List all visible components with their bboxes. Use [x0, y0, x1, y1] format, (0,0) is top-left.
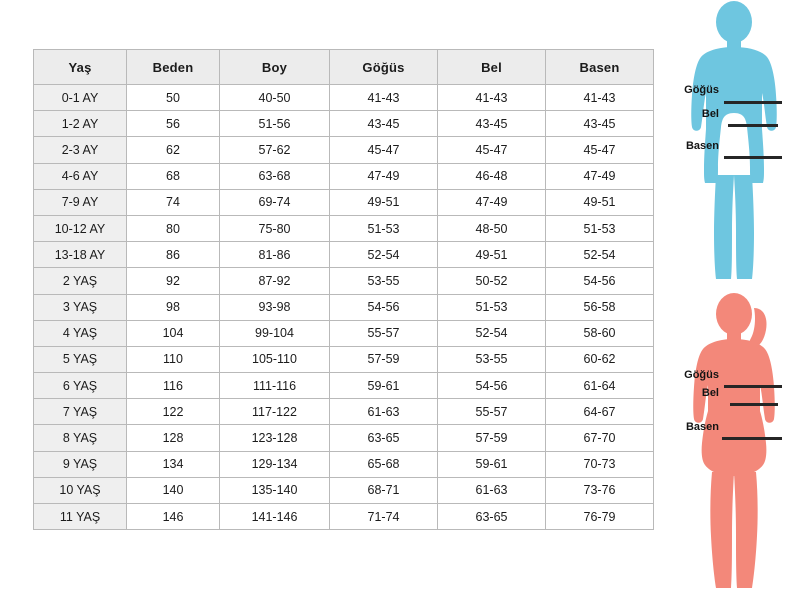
cell-chest: 57-59	[330, 346, 438, 372]
cell-waist: 41-43	[438, 85, 546, 111]
cell-height: 81-86	[220, 242, 330, 268]
cell-waist: 47-49	[438, 189, 546, 215]
cell-waist: 57-59	[438, 425, 546, 451]
cell-chest: 59-61	[330, 373, 438, 399]
cell-age: 4 YAŞ	[34, 320, 127, 346]
table-row	[34, 399, 654, 425]
cell-height: 135-140	[220, 477, 330, 503]
cell-size: 128	[127, 425, 220, 451]
cell-hip: 64-67	[546, 399, 654, 425]
cell-size: 122	[127, 399, 220, 425]
table-row	[34, 189, 654, 215]
cell-hip: 41-43	[546, 85, 654, 111]
cell-height: 129-134	[220, 451, 330, 477]
cell-age: 4-6 AY	[34, 163, 127, 189]
cell-height: 63-68	[220, 163, 330, 189]
cell-height: 123-128	[220, 425, 330, 451]
cell-age: 11 YAŞ	[34, 504, 127, 530]
column-header-hip: Basen	[546, 50, 654, 85]
cell-height: 141-146	[220, 504, 330, 530]
table-header-row	[34, 50, 654, 85]
table-row	[34, 346, 654, 372]
cell-size: 80	[127, 215, 220, 241]
cell-hip: 49-51	[546, 189, 654, 215]
table-row	[34, 504, 654, 530]
column-header-age: Yaş	[34, 50, 127, 85]
size-table	[33, 49, 654, 530]
girl-hip-label: Basen	[685, 421, 719, 433]
table-row	[34, 425, 654, 451]
boy-hip-label: Basen	[685, 140, 719, 152]
table-row	[34, 111, 654, 137]
cell-height: 111-116	[220, 373, 330, 399]
cell-size: 134	[127, 451, 220, 477]
cell-chest: 53-55	[330, 268, 438, 294]
column-header-height: Boy	[220, 50, 330, 85]
table-row	[34, 137, 654, 163]
cell-waist: 59-61	[438, 451, 546, 477]
cell-age: 7 YAŞ	[34, 399, 127, 425]
cell-chest: 45-47	[330, 137, 438, 163]
cell-hip: 70-73	[546, 451, 654, 477]
cell-size: 86	[127, 242, 220, 268]
cell-height: 93-98	[220, 294, 330, 320]
table-row	[34, 242, 654, 268]
cell-waist: 43-45	[438, 111, 546, 137]
cell-age: 13-18 AY	[34, 242, 127, 268]
boy-waist-line	[728, 124, 778, 127]
cell-chest: 52-54	[330, 242, 438, 268]
boy-waist-label: Bel	[701, 108, 719, 120]
cell-waist: 50-52	[438, 268, 546, 294]
cell-age: 6 YAŞ	[34, 373, 127, 399]
cell-size: 110	[127, 346, 220, 372]
cell-size: 74	[127, 189, 220, 215]
cell-waist: 63-65	[438, 504, 546, 530]
cell-waist: 46-48	[438, 163, 546, 189]
cell-height: 69-74	[220, 189, 330, 215]
table-row	[34, 451, 654, 477]
cell-waist: 61-63	[438, 477, 546, 503]
figures-panel	[650, 0, 800, 593]
cell-hip: 51-53	[546, 215, 654, 241]
cell-chest: 49-51	[330, 189, 438, 215]
cell-age: 2 YAŞ	[34, 268, 127, 294]
cell-hip: 67-70	[546, 425, 654, 451]
cell-age: 5 YAŞ	[34, 346, 127, 372]
girl-hip-line	[722, 437, 782, 440]
table-row	[34, 294, 654, 320]
cell-height: 99-104	[220, 320, 330, 346]
cell-chest: 63-65	[330, 425, 438, 451]
cell-age: 10 YAŞ	[34, 477, 127, 503]
cell-size: 56	[127, 111, 220, 137]
girl-chest-line	[724, 385, 782, 388]
girl-chest-label: Göğüs	[684, 369, 719, 381]
cell-chest: 68-71	[330, 477, 438, 503]
table-row	[34, 320, 654, 346]
size-table-container	[33, 49, 653, 530]
cell-hip: 60-62	[546, 346, 654, 372]
cell-height: 40-50	[220, 85, 330, 111]
cell-waist: 48-50	[438, 215, 546, 241]
cell-chest: 47-49	[330, 163, 438, 189]
cell-age: 9 YAŞ	[34, 451, 127, 477]
cell-waist: 53-55	[438, 346, 546, 372]
cell-height: 105-110	[220, 346, 330, 372]
cell-waist: 54-56	[438, 373, 546, 399]
cell-size: 104	[127, 320, 220, 346]
cell-size: 116	[127, 373, 220, 399]
table-row	[34, 268, 654, 294]
cell-chest: 43-45	[330, 111, 438, 137]
table-row	[34, 477, 654, 503]
cell-age: 1-2 AY	[34, 111, 127, 137]
cell-size: 98	[127, 294, 220, 320]
column-header-size: Beden	[127, 50, 220, 85]
cell-age: 8 YAŞ	[34, 425, 127, 451]
cell-hip: 47-49	[546, 163, 654, 189]
column-header-chest: Göğüs	[330, 50, 438, 85]
cell-hip: 58-60	[546, 320, 654, 346]
cell-waist: 51-53	[438, 294, 546, 320]
boy-figure-block	[650, 0, 800, 290]
cell-age: 2-3 AY	[34, 137, 127, 163]
cell-age: 10-12 AY	[34, 215, 127, 241]
cell-size: 62	[127, 137, 220, 163]
cell-size: 146	[127, 504, 220, 530]
column-header-waist: Bel	[438, 50, 546, 85]
cell-height: 75-80	[220, 215, 330, 241]
boy-hip-line	[724, 156, 782, 159]
boy-chest-label: Göğüs	[684, 84, 719, 96]
table-row	[34, 163, 654, 189]
cell-chest: 55-57	[330, 320, 438, 346]
cell-chest: 65-68	[330, 451, 438, 477]
cell-hip: 52-54	[546, 242, 654, 268]
cell-chest: 51-53	[330, 215, 438, 241]
cell-height: 51-56	[220, 111, 330, 137]
cell-height: 117-122	[220, 399, 330, 425]
cell-hip: 73-76	[546, 477, 654, 503]
cell-waist: 45-47	[438, 137, 546, 163]
cell-size: 68	[127, 163, 220, 189]
cell-hip: 61-64	[546, 373, 654, 399]
cell-size: 92	[127, 268, 220, 294]
cell-chest: 41-43	[330, 85, 438, 111]
boy-chest-line	[724, 101, 782, 104]
cell-hip: 43-45	[546, 111, 654, 137]
cell-hip: 45-47	[546, 137, 654, 163]
girl-silhouette-icon	[666, 290, 798, 593]
cell-size: 50	[127, 85, 220, 111]
cell-size: 140	[127, 477, 220, 503]
size-table-head	[34, 50, 654, 85]
cell-chest: 61-63	[330, 399, 438, 425]
cell-age: 0-1 AY	[34, 85, 127, 111]
cell-chest: 71-74	[330, 504, 438, 530]
table-row	[34, 215, 654, 241]
cell-age: 3 YAŞ	[34, 294, 127, 320]
size-table-body	[34, 85, 654, 530]
cell-hip: 54-56	[546, 268, 654, 294]
girl-waist-line	[730, 403, 778, 406]
cell-waist: 52-54	[438, 320, 546, 346]
cell-chest: 54-56	[330, 294, 438, 320]
cell-height: 57-62	[220, 137, 330, 163]
cell-age: 7-9 AY	[34, 189, 127, 215]
girl-waist-label: Bel	[701, 387, 719, 399]
table-row	[34, 85, 654, 111]
cell-waist: 49-51	[438, 242, 546, 268]
cell-waist: 55-57	[438, 399, 546, 425]
table-row	[34, 373, 654, 399]
cell-height: 87-92	[220, 268, 330, 294]
girl-figure-block	[650, 290, 800, 593]
cell-hip: 56-58	[546, 294, 654, 320]
cell-hip: 76-79	[546, 504, 654, 530]
